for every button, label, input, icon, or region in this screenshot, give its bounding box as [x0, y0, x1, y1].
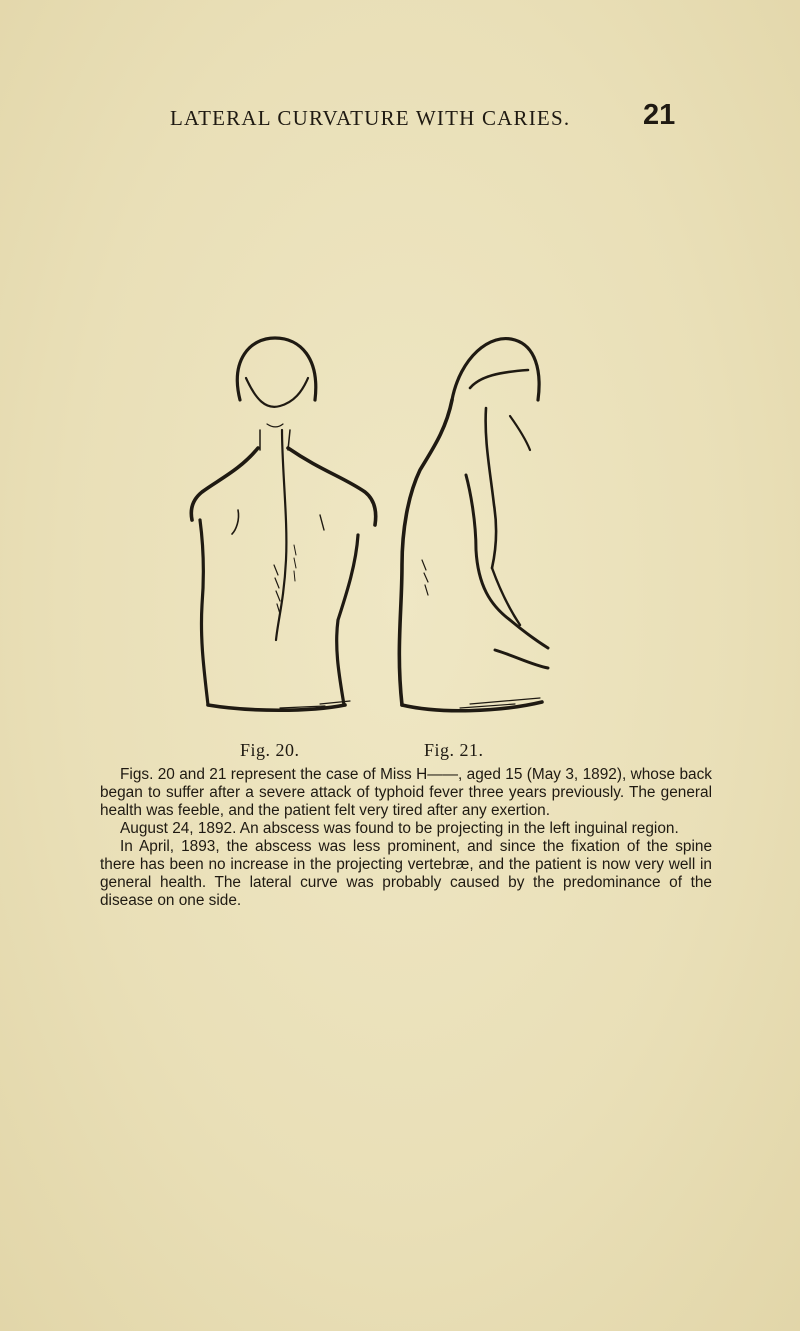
caption-paragraph: In April, 1893, the abscess was less prominent, and since the fixation of the spine there has been no increase in the projecting vertebræ, and the patient is now very well in general health. The lateral curve was probably caused by the predominance of the disease on one side.	[100, 838, 712, 909]
running-title: LATERAL CURVATURE WITH CARIES.	[170, 106, 571, 130]
figure-illustration	[170, 320, 590, 720]
page-number: 21	[643, 99, 676, 131]
fig-21-side-view-drawing	[399, 339, 548, 711]
running-head	[0, 100, 800, 140]
caption-paragraph: Figs. 20 and 21 represent the case of Miss H——, aged 15 (May 3, 1892), whose back began to suffer after a severe attack of typhoid fever three years previously. The general health was feeble, and the patient felt very tired after any exertion.	[100, 766, 712, 819]
caption-paragraph: August 24, 1892. An abscess was found to be projecting in the left inguinal region.	[120, 820, 679, 837]
fig-20-back-view-drawing	[191, 338, 375, 710]
fig-20-label: Fig. 20.	[240, 740, 300, 760]
figure-caption	[100, 766, 712, 910]
fig-21-label: Fig. 21.	[424, 740, 484, 760]
